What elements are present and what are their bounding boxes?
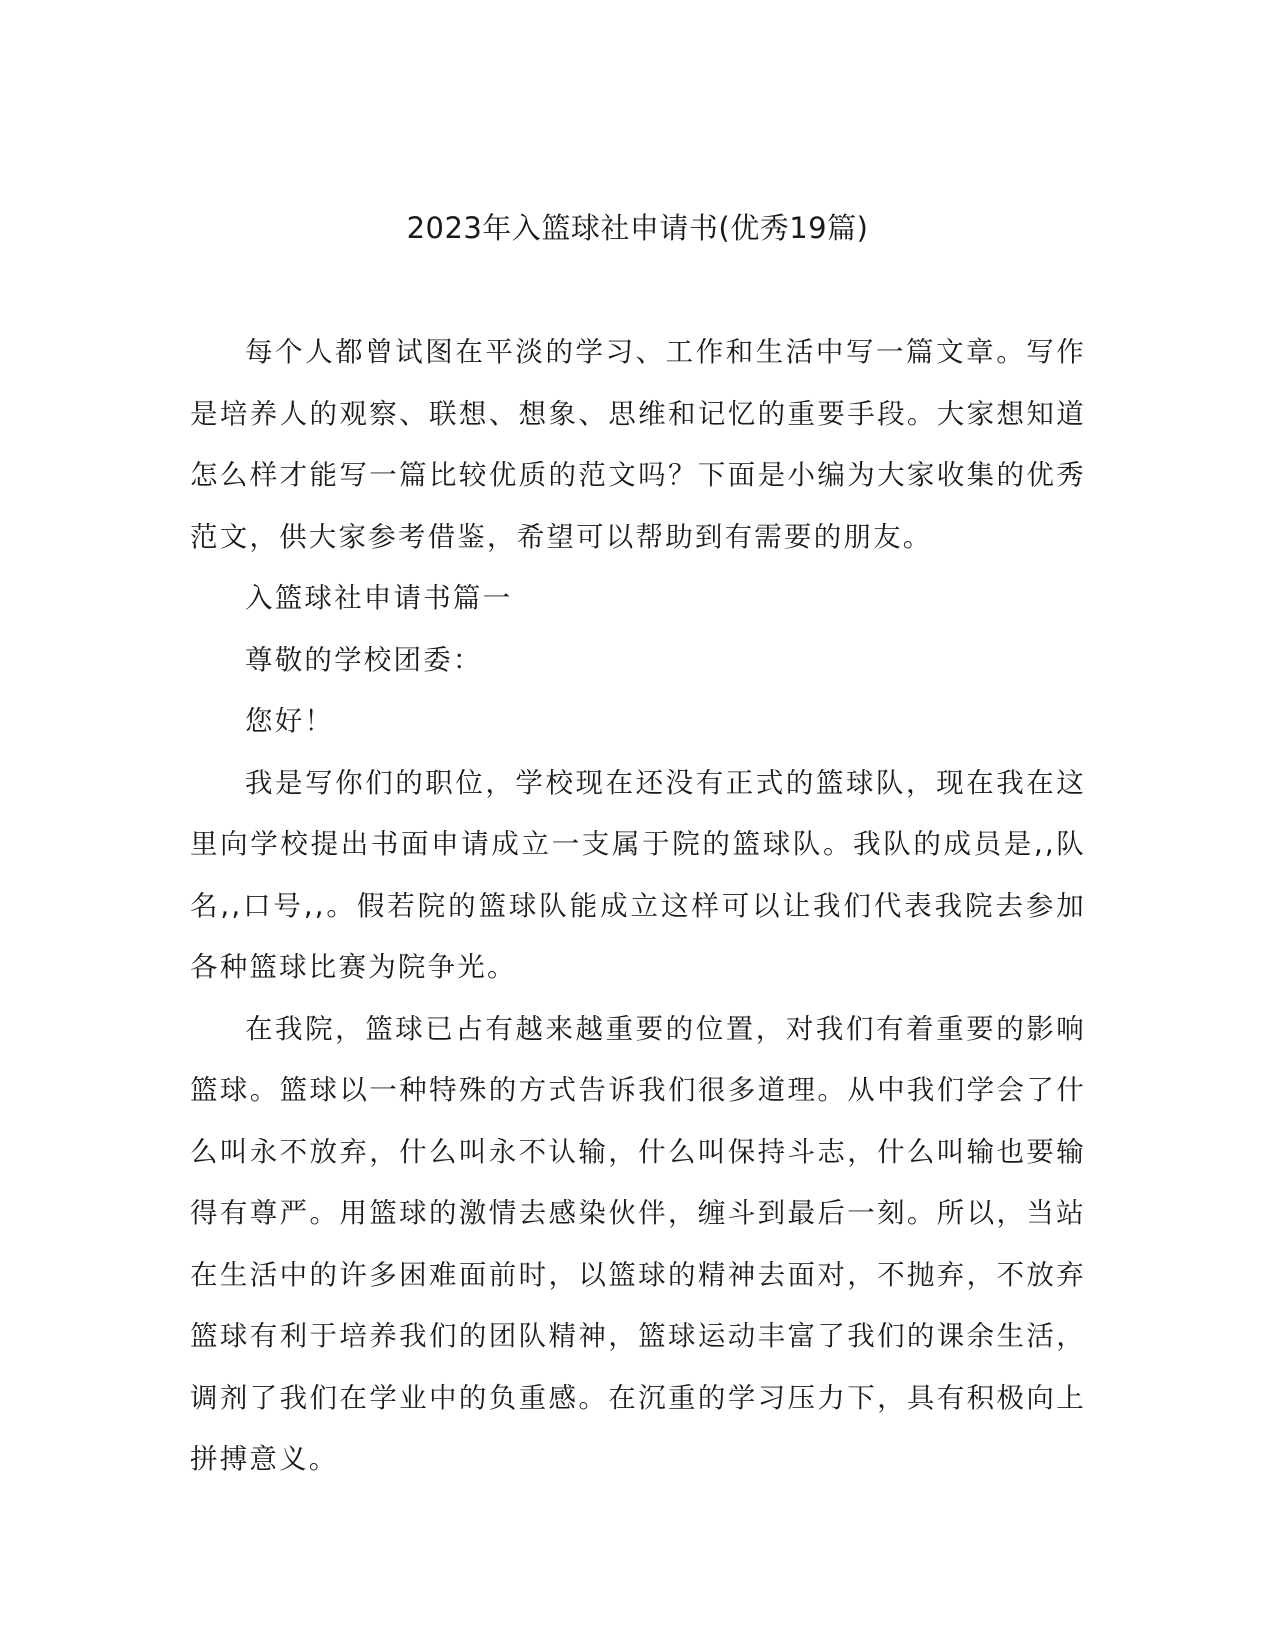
greeting: 您好！ <box>245 705 335 737</box>
body-paragraph: 在我院，篮球已占有越来越重要的位置，对我们有着重要的影响篮球。篮球以一种特殊的方式告诉我们很多道理。从中我们学会了什么叫永不放弃，什么叫永不认输，什么叫保持斗志，什么叫输也要输得有尊严。用篮球的激情去感染伙伴，缠斗到最后一刻。所以，当站在生活中的许多困难面前时，以篮球的精神去面对，不抛弃，不放弃篮球有利于培养我们的团队精神，篮球运动丰富了我们的课余生活，调剂了我们在学业中的负重感。在沉重的学习压力下，具有积极向上拼搏意义。 <box>190 1012 1086 1475</box>
salutation: 尊敬的学校团委： <box>245 643 483 676</box>
document-title: 2023年入篮球社申请书(优秀19篇) <box>406 211 869 245</box>
document-body <box>190 322 1086 1491</box>
intro-paragraph: 每个人都曾试图在平淡的学习、工作和生活中写一篇文章。写作是培养人的观察、联想、想象、思维和记忆的重要手段。大家想知道怎么样才能写一篇比较优质的范文吗？下面是小编为大家收集的优秀范文，供大家参考借鉴，希望可以帮助到有需要的朋友。 <box>190 336 1086 553</box>
body-paragraph: 我是写你们的职位，学校现在还没有正式的篮球队，现在我在这里向学校提出书面申请成立一支属于院的篮球队。我队的成员是,,队名,,口号,,。假若院的篮球队能成立这样可以让我们代表我院去参加各种篮球比赛为院争光。 <box>190 766 1086 983</box>
section-heading: 入篮球社申请书篇一 <box>245 582 513 614</box>
